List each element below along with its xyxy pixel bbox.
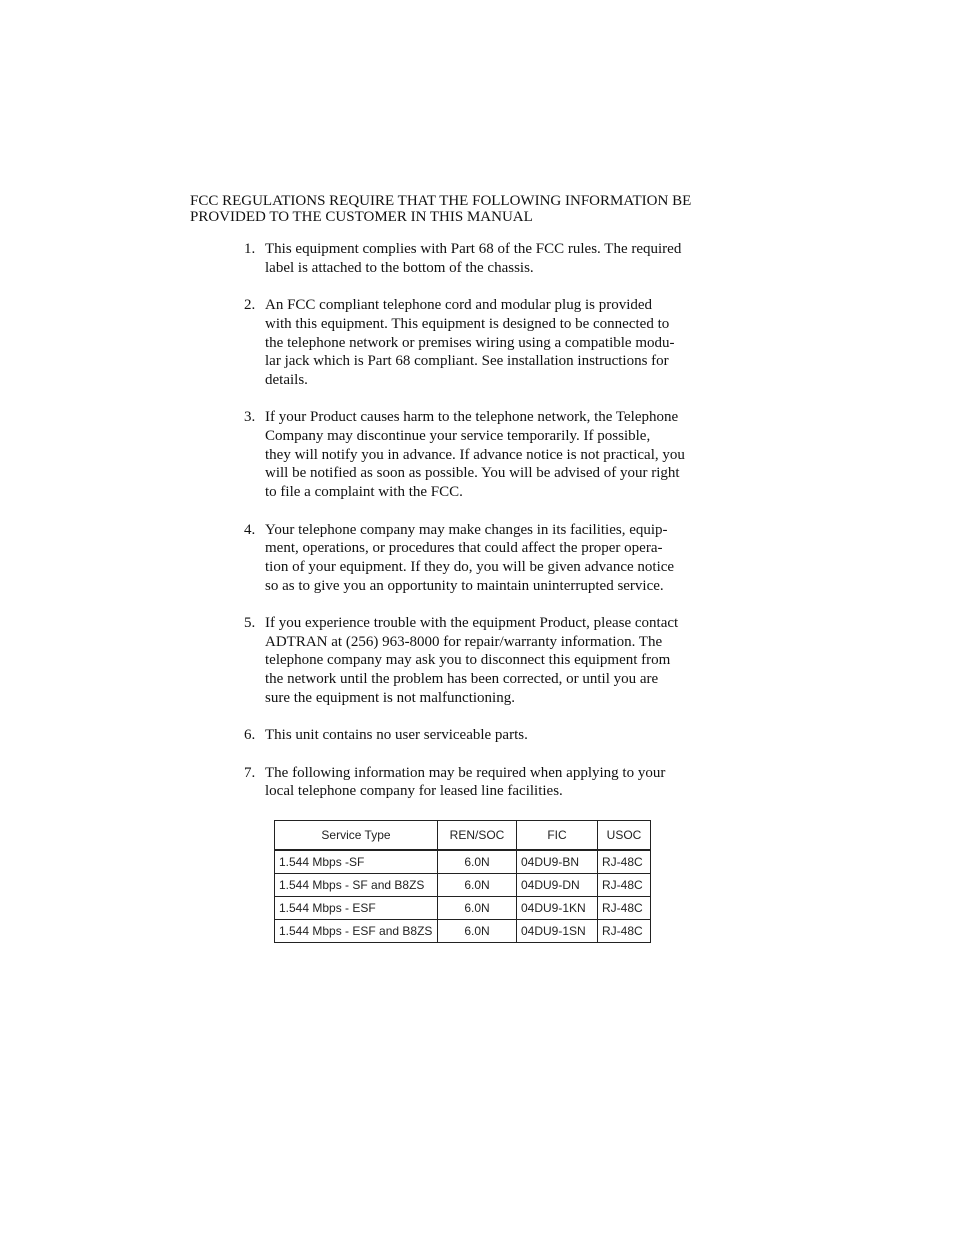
list-item-5: [244, 614, 744, 708]
text-line: the network until the problem has been corrected, or until you are: [265, 671, 659, 688]
text-line: ment, operations, or procedures that could affect the proper opera-: [265, 540, 663, 557]
list-item-number: 5.: [244, 615, 256, 631]
list-item-text: [265, 726, 744, 745]
list-item-1: [244, 240, 744, 277]
list-item-number: 4.: [244, 521, 256, 538]
list-item-number: 3.: [244, 409, 256, 426]
list-item-text: [265, 408, 744, 502]
list-item-text: [265, 240, 744, 277]
list-item-2: [244, 296, 744, 390]
text-line: with this equipment. This equipment is designed to be connected to: [265, 315, 670, 332]
cell-usoc: RJ-48C: [598, 897, 651, 920]
text-line: Company may discontinue your service temporarily. If possible,: [265, 428, 651, 444]
list-item-text: [265, 764, 744, 801]
cell-service-type: 1.544 Mbps - SF and B8ZS: [275, 874, 438, 897]
cell-fic: 04DU9-BN: [517, 850, 598, 874]
text-line: The following information may be required when applying to your: [265, 764, 666, 781]
cell-fic: 04DU9-1SN: [517, 920, 598, 943]
cell-fic: 04DU9-DN: [517, 874, 598, 897]
text-line: to file a complaint with the FCC.: [265, 484, 463, 501]
list-item-number: 2.: [244, 297, 256, 314]
list-item-text: [265, 296, 744, 390]
text-line: label is attached to the bottom of the chassis.: [265, 259, 534, 276]
list-item-7: [244, 764, 744, 801]
text-line: lar jack which is Part 68 compliant. See installation instructions for: [265, 353, 669, 370]
table-row: [275, 850, 651, 874]
header-fic: FIC: [517, 821, 598, 851]
list-item-text: [265, 521, 744, 596]
text-line: local telephone company for leased line facilities.: [265, 783, 563, 800]
text-line: tion of your equipment. If they do, you will be given advance notice: [265, 558, 675, 575]
cell-service-type: 1.544 Mbps -SF: [275, 850, 438, 874]
cell-ren-soc: 6.0N: [438, 874, 517, 897]
text-line: If your Product causes harm to the telephone network, the Telephone: [265, 409, 679, 426]
text-line: details.: [265, 371, 308, 388]
table-header-row: [275, 821, 651, 851]
list-item-number: 1.: [244, 241, 256, 257]
text-line: telephone company may ask you to disconnect this equipment from: [265, 652, 671, 669]
leased-line-table: [274, 820, 651, 943]
text-line: the telephone network or premises wiring using a compatible modu-: [265, 334, 675, 351]
text-line: If you experience trouble with the equipment Product, please contact: [265, 615, 679, 631]
text-line: Your telephone company may make changes in its facilities, equip-: [265, 521, 668, 538]
cell-service-type: 1.544 Mbps - ESF and B8ZS: [275, 920, 438, 943]
text-line: will be notified as soon as possible. You will be advised of your right: [265, 465, 680, 482]
list-item-number: 7.: [244, 764, 256, 781]
leased-line-table-wrapper: [274, 820, 651, 943]
list-item-text: [265, 614, 744, 708]
text-line: sure the equipment is not malfunctioning.: [265, 689, 515, 706]
list-item-3: [244, 408, 744, 502]
fcc-heading-line-1: FCC REGULATIONS REQUIRE THAT THE FOLLOWING INFORMATION BE: [190, 193, 692, 209]
text-line: This equipment complies with Part 68 of the FCC rules. The required: [265, 241, 682, 257]
list-item-number: 6.: [244, 727, 256, 744]
list-item-6: [244, 726, 744, 745]
text-line: This unit contains no user serviceable parts.: [265, 727, 528, 744]
text-line: so as to give you an opportunity to maintain uninterrupted service.: [265, 577, 664, 594]
table-row: [275, 874, 651, 897]
cell-usoc: RJ-48C: [598, 850, 651, 874]
cell-usoc: RJ-48C: [598, 920, 651, 943]
table-row: [275, 897, 651, 920]
fcc-requirements-list: [244, 240, 744, 801]
text-line: An FCC compliant telephone cord and modular plug is provided: [265, 297, 653, 314]
fcc-heading: [190, 193, 750, 225]
cell-service-type: 1.544 Mbps - ESF: [275, 897, 438, 920]
fcc-heading-line-2: PROVIDED TO THE CUSTOMER IN THIS MANUAL: [190, 209, 533, 225]
text-line: they will notify you in advance. If advance notice is not practical, you: [265, 446, 685, 463]
table-row: [275, 920, 651, 943]
cell-fic: 04DU9-1KN: [517, 897, 598, 920]
cell-ren-soc: 6.0N: [438, 897, 517, 920]
cell-ren-soc: 6.0N: [438, 850, 517, 874]
cell-usoc: RJ-48C: [598, 874, 651, 897]
list-item-4: [244, 521, 744, 596]
header-service-type: Service Type: [275, 821, 438, 851]
text-line: ADTRAN at (256) 963-8000 for repair/warranty information. The: [265, 633, 663, 650]
header-ren-soc: REN/SOC: [438, 821, 517, 851]
header-usoc: USOC: [598, 821, 651, 851]
cell-ren-soc: 6.0N: [438, 920, 517, 943]
